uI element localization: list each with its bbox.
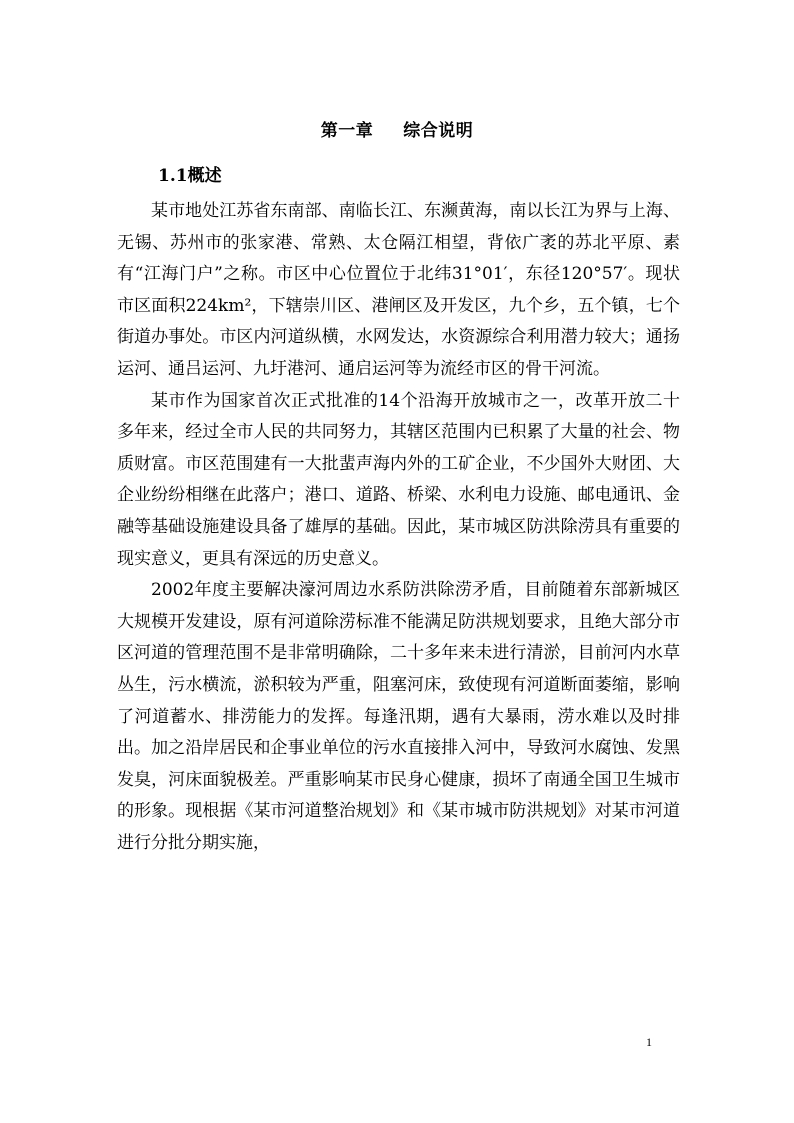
- section-title: 1.1概述: [158, 166, 222, 186]
- chapter-number: 第一章: [320, 121, 374, 141]
- paragraph: 2002年度主要解决濠河周边水系防洪除涝矛盾，目前随着东部新城区大规模开发建设，原有河道除涝标准不能满足防洪规划要求，且绝大部分市区河道的管理范围不是非常明确除，二十多年来未进行清淤，目前河内水草丛生，污水横流，淤积较为严重，阻塞河床，致使现有河道断面萎缩，影响了河道蓄水、排涝能力的发挥。每逢汛期，遇有大暴雨，涝水难以及时排出。加之沿岸居民和企事业单位的污水直接排入河中，导致河水腐蚀、发黑发臭，河床面貌极差。严重影响某市民身心健康，损坏了南通全国卫生城市的形象。现根据《某市河道整治规划》和《某市城市防洪规划》对某市河道进行分批分期实施，: [117, 580, 680, 853]
- paragraph: 某市作为国家首次正式批准的14个沿海开放城市之一，改革开放二十多年来，经过全市人民的共同努力，其辖区范围内已积累了大量的社会、物质财富。市区范围建有一大批蜚声海内外的工矿企业，不少国外大财团、大企业纷纷相继在此落户；港口、道路、桥梁、水利电力设施、邮电通讯、金融等基础设施建设具备了雄厚的基础。因此，某市城区防洪除涝具有重要的现实意义，更具有深远的历史意义。: [117, 390, 680, 569]
- chapter-title: [0, 116, 794, 141]
- chapter-name: 综合说明: [403, 121, 474, 141]
- body-text: [117, 196, 680, 859]
- page-number: 1: [646, 1035, 652, 1049]
- paragraph: 某市地处江苏省东南部、南临长江、东濒黄海，南以长江为界与上海、无锡、苏州市的张家港、常熟、太仓隔江相望，背依广袤的苏北平原、素有“江海门户”之称。市区中心位置位于北纬31°01′，东径120°57′。现状市区面积224km²，下辖崇川区、港闸区及开发区，九个乡，五个镇，七个街道办事处。市区内河道纵横，水网发达，水资源综合利用潜力较大；通扬运河、通吕运河、九圩港河、通启运河等为流经市区的骨干河流。: [117, 201, 680, 379]
